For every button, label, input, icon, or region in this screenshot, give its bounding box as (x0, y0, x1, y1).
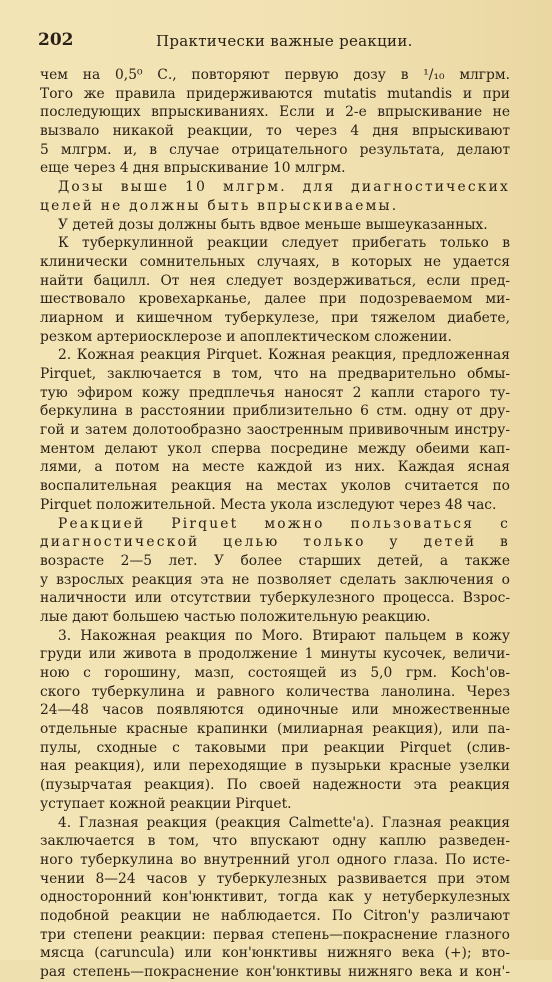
text-line: гой и затем долотообразно заостренным прививочным инстру- (40, 422, 510, 439)
text-line: пулы, сходные с таковыми при реакции Pirquet (слив- (40, 739, 510, 756)
text-line: груди или живота в продолжение 1 минуты кусочек, величи- (40, 646, 510, 663)
text-line: К туберкулинной реакции следует прибегать только в (58, 235, 510, 252)
text-line: последующих впрыскиваниях. Если и 2-е впрыскивание не (40, 104, 510, 121)
text-line: наличности или отсутствии туберкулезного процесса. Взрос- (40, 590, 510, 607)
text-line: Дозы выше 10 млгрм. для диагностических (58, 179, 510, 196)
text-line: 2. Кожная реакция Pirquet. Кожная реакция, предложенная (58, 347, 510, 364)
body-text (40, 66, 510, 982)
text-line: возрасте 2—5 лет. У более старших детей, а также (40, 552, 510, 569)
text-line: У детей дозы должны быть вдвое меньше вышеуказанных. (58, 216, 488, 233)
text-line: шествовало кровехарканье, далее при подозреваемом ми- (40, 291, 510, 308)
text-line: вызвало никакой реакции, то через 4 дня впрыскивают (40, 123, 510, 140)
text-line: Pirquet положительной. Места укола изследуют через 48 час. (40, 496, 497, 513)
text-line: ментом делают укол сперва посредине между обеими кап- (40, 440, 510, 457)
text-line: беркулина в расстоянии приблизительно 6 стм. одну от дру- (40, 403, 510, 420)
text-line: 24—48 часов появляются одиночные или множественные (40, 702, 510, 719)
text-line: три степени реакции: первая степень—покраснение глазного (40, 926, 510, 943)
text-line: рая степень—покраснение кон'юнктивы нижняго века и кон'- (40, 964, 510, 980)
text-line: еще через 4 дня впрыскивание 10 млгрм. (40, 160, 346, 177)
page-header (38, 28, 514, 52)
text-line: диагностической целью только у детей в (40, 534, 510, 551)
text-line: целей не должны быть впрыскиваемы. (40, 197, 399, 214)
text-line: Того же правила придерживаются mutatis mutandis и при (40, 85, 510, 102)
text-line: тую эфиром кожу предплечья наносят 2 капли старого ту- (40, 384, 510, 401)
text-line: уступает кожной реакции Pirquet. (40, 795, 292, 812)
text-line: заключается в том, что впускают одну каплю разведен- (40, 833, 510, 850)
text-line: мясца (caruncula) или кон'юнктивы нижняго века (+); вто- (40, 945, 510, 962)
text-line: ная реакция), или переходящие в пузырьки красные узелки (40, 758, 510, 775)
text-line: 5 млгрм. и, в случае отрицательного результата, делают (40, 141, 510, 158)
text-line: 4. Глазная реакция (реакция Calmette'a). Глазная реакция (58, 814, 510, 831)
text-line: Pirquet, заключается в том, что на предварительно обмы- (40, 366, 510, 382)
text-line: найти бацилл. От нея следует воздерживаться, если пред- (40, 272, 510, 289)
text-line: лями, а потом на месте каждой из них. Каждая ясная (40, 459, 510, 476)
page-number: 202 (38, 30, 74, 50)
text-line: воспалительная реакция на местах уколов считается по (40, 478, 510, 495)
text-line: подобной реакции не наблюдается. По Citron'у различают (40, 907, 510, 924)
text-line: ною с горошину, мазп, состоящей из 5,0 грм. Koch'ов- (40, 665, 510, 681)
text-line: 3. Накожная реакция по Moro. Втирают пальцем в кожу (58, 627, 510, 644)
running-title: Практически важные реакции. (156, 32, 413, 50)
text-line: чем на 0,5⁰ С., повторяют первую дозу в ¹/₁₀ млгрм. (40, 67, 510, 83)
text-line: лиарном и кишечном туберкулезе, при тяжелом диабете, (40, 309, 510, 326)
text-line: резком артериосклерозе и апоплектическом сложении. (40, 328, 452, 345)
text-line: клинически сомнительных случаях, в которых не удается (40, 253, 510, 270)
text-line: ного туберкулина во внутренний угол одного глаза. По исте- (40, 851, 510, 868)
text-line: односторонний кон'юнктивит, тогда как у нетуберкулезных (40, 889, 510, 906)
text-line: отдельные красные крапинки (милиарная реакция), или па- (40, 721, 510, 738)
text-line: (пузырчатая реакция). По своей надежности эта реакция (40, 777, 510, 794)
text-line: чении 8—24 часов у туберкулезных развивается при этом (40, 870, 510, 887)
text-line: Реакцией Pirquet можно пользоваться с (58, 515, 510, 532)
text-line: лые дают большею частью положительную реакцию. (40, 608, 431, 625)
text-line: у взрослых реакция эта не позволяет сделать заключения о (40, 571, 510, 588)
text-line: ского туберкулина и равного количества ланолина. Через (40, 683, 510, 700)
